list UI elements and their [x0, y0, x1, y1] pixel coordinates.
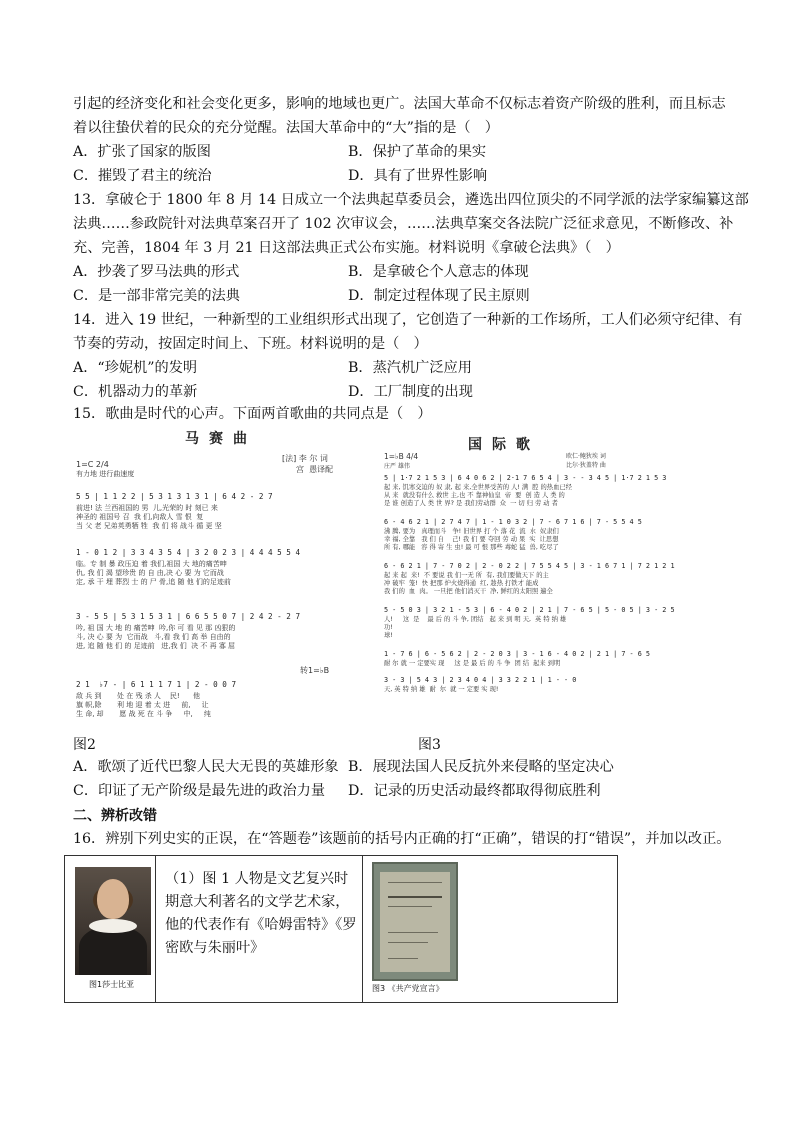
internationale-staff-5: 1 - 7 6 | 6 - 5 6 2 | 2 - 2 0 3 | 3 - 1 6 - 4 0 2 | 2 1 | 7 - 6 5 [384, 650, 650, 658]
q15-stem: 15．歌曲是时代的心声。下面两首歌曲的共同点是（ ） [73, 406, 432, 422]
marseillaise-title: 马赛曲 [185, 431, 257, 447]
internationale-composer: 比尔·狄盖特 曲 [566, 462, 606, 469]
q16-stem: 16．辨别下列史实的正误，在“答题卷”该题前的括号内正确的打“正确”，错误的打“错误”，并加以改正。 [73, 831, 731, 847]
marseillaise-tempo: 有力地 进行曲速度 [76, 470, 135, 478]
marseillaise-staff-2: 1 - 0 1 2 | 3 3 4 3 5 4 | 3 2 0 2 3 | 4 4 4 5 5 4 [76, 548, 301, 557]
marseillaise-lyrics-1: 前进! 法 兰西祖国的 男 儿,光荣的 时 刻已 来 神圣的 祖国号 召 我 们,向敌人 雪 恨 复 当 父 老 兄弟英勇牺 牲 我 们 将 战斗 循 更 坚 [76, 504, 222, 530]
section-heading: 二、辨析改错 [73, 808, 157, 824]
internationale-lyrics-2: 沸 腾, 要为 真理而斗 争! 旧世界 打 个 落 花 流 水 奴隶们 幸 福, 全靠 我 们 自 己! 我 们 要 夺回 劳 动 果 实 让思想 所 有, 哪能 容 得 寄 生 虫! 最 可 恨 那些 毒蛇 猛 兽, 吃尽了 [384, 528, 559, 551]
marseillaise-staff-4: 2 1 ♭7 - | 6 1 1 1 7 1 | 2 - 0 0 7 [76, 680, 237, 689]
q16-table [64, 855, 618, 1003]
internationale-title: 国际歌 [468, 437, 540, 453]
q12-option-b: B．保护了革命的果实 [348, 144, 487, 160]
q14-stem-line-1: 14．进入 19 世纪，一种新型的工业组织形式出现了，它创造了一种新的工作场所，工人们必须守纪律、有 [73, 312, 743, 328]
q13-stem-line-3: 充、完善，1804 年 3 月 21 日这部法典正式公布实施。材料说明《拿破仑法典》（ ） [73, 240, 620, 256]
portrait-cell [65, 856, 156, 1003]
marseillaise-lyrics-3: 吟, 祖 国 大 地 的 痛苦呻 吟,你 可 看 见 那 凶狠的 斗, 决 心 要 为 它而战 斗,看 我 们 高 举 自由的 进, 追 随 他 们 的 足迹前 进,我 们 决 不 再 寡 屈 [76, 624, 236, 650]
q13-option-a: A．抄袭了罗马法典的形式 [73, 264, 240, 280]
internationale-key: 1=♭B 4/4 [384, 452, 419, 461]
marseillaise-staff-1: 5 5 | 1 1 2 2 | 5 3 1 3 1 3 1 | 6 4 2 - 2 7 [76, 492, 273, 501]
q15-option-c: C．印证了无产阶级是最先进的政治力量 [73, 783, 326, 799]
q13-option-b: B．是拿破仑个人意志的体现 [348, 264, 529, 280]
passage-line-2: 着以往蛰伏着的民众的充分觉醒。法国大革命中的“大”指的是（ ） [73, 120, 499, 136]
q14-option-a: A．“珍妮机”的发明 [73, 360, 198, 376]
passage-line-1: 引起的经济变化和社会变化更多，影响的地域也更广。法国大革命不仅标志着资产阶级的胜利，而且标志 [73, 96, 726, 112]
figure-3-label: 图3 [418, 737, 441, 753]
q14-option-b: B．蒸汽机广泛应用 [348, 360, 472, 376]
internationale-lyrics-5: 耐 尔 就 一 定要实 现 这 是 最 后 的 斗 争 团 结 起来 到明 [384, 660, 561, 667]
internationale-lyrics-6: 天, 英 特 纳 雄 耐 尔 就 一 定要 实 现! [384, 686, 499, 693]
q14-stem-line-2: 节奏的劳动，按固定时间上、下班。材料说明的是（ ） [73, 336, 428, 352]
internationale-staff-2: 6 - 4 6 2 1 | 2 7 4 7 | 1 - 1 0 3 2 | 7 - 6 7 1 6 | 7 - 5 5 4 5 [384, 518, 642, 526]
manifesto-caption: 图3 《共产党宣言》 [372, 984, 444, 993]
internationale-lyrics-3: 起 来 起 来! 不 要说 我 们一无 所 有, 我们要做天下 的主 冲 破牢 笼! 快 把那 炉火烧得通 红, 趁热 打铁才 能成 我 们的 血 肉。 一旦把 他们消灭干 净, 鲜红的太阳照 遍全 [384, 572, 553, 595]
marseillaise-lyrics-2: 临。专 制 暴 政压迫 着 我们,祖国 大 地的痛苦呻 仇, 我 们 渴 望珍贵 的 自 由,决 心 要 为 它而战 定, 承 干 埋 葬烈 士 的 尸 骨,追 随 他 们的足迹前 [76, 560, 231, 586]
internationale-tempo: 庄严 雄伟 [384, 463, 410, 470]
q13-option-d: D．制定过程体现了民主原则 [348, 288, 530, 304]
marseillaise-key: 1=C 2/4 [76, 460, 109, 469]
q12-option-d: D．具有了世界性影响 [348, 168, 488, 184]
statement-text: （1）图 1 人物是文艺复兴时期意大利著名的文学艺术家，他的代表作有《哈姆雷特》《罗密欧与朱丽叶》 [165, 871, 357, 956]
q15-option-d: D．记录的历史活动最终都取得彻底胜利 [348, 783, 601, 799]
q13-stem-line-2: 法典……参政院针对法典草案召开了 102 次审议会，……法典草案交各法院广泛征求意见，不断修改、补 [73, 216, 734, 232]
internationale-lyrics-1: 起 来, 饥寒交迫的 奴 隶, 起 来,全世界受苦的 人! 满 腔 的热血已经 从 来 就没有什么 救世 主,也 不 靠神仙皇 帝 要 创 造 人 类 的 是 谁 创造了人 类 世 界? 是 我们劳动群 众 一 切 归 劳 动 者 [384, 484, 572, 507]
q12-option-c: C．摧毁了君主的统治 [73, 168, 212, 184]
shakespeare-portrait [75, 867, 151, 975]
q13-option-c: C．是一部非常完美的法典 [73, 288, 240, 304]
internationale-staff-3: 6 - 6 2 1 | 7 - 7 0 2 | 2 - 0 2 2 | 7 5 5 4 5 | 3 - 1 6 7 1 | 7 2 1 2 1 [384, 562, 675, 570]
internationale-staff-4: 5 - 5 0 3 | 3 2 1 - 5 3 | 6 - 4 0 2 | 2 1 | 7 - 6 5 | 5 - 0 5 | 3 - 2 5 [384, 606, 675, 614]
marseillaise-lyricist: [法] 李 尔 词 [282, 454, 328, 463]
internationale-lyricist: 欧仁·鲍狄埃 词 [566, 453, 606, 460]
statement-cell [156, 856, 363, 1003]
q15-option-a: A．歌颂了近代巴黎人民大无畏的英雄形象 [73, 759, 339, 775]
marseillaise-staff-3: 3 - 5 5 | 5 3 1 5 3 1 | 6 6 5 5 0 7 | 2 4 2 - 2 7 [76, 612, 301, 621]
manifesto-cell [363, 856, 618, 1003]
marseillaise-lyrics-4: 敌 兵 到 处 在 残 杀 人 民! 他 旗 帜,除 利 地 迎 着 太 进 前, 让 生 命, 却 愿 战 死 在 斗 争 中, 纯 [76, 692, 211, 718]
portrait-caption: 图1莎士比亚 [89, 980, 135, 989]
marseillaise-score [70, 428, 360, 728]
internationale-staff-6: 3 - 3 | 5 4 3 | 2 3 4 0 4 | 3 3 2 2 1 | 1 - - 0 [384, 676, 577, 684]
internationale-lyrics-4: 人! 这 是 最 后 的 斗 争, 团结 起 来 到 明 天, 英 特 纳 雄 功! 球! [384, 616, 567, 639]
q15-option-b: B．展现法国人民反抗外来侵略的坚定决心 [348, 759, 614, 775]
internationale-staff-1: 5 | 1·7 2 1 5 3 | 6 4 0 6 2 | 2·1 7 6 5 4 | 3 - - 3 4 5 | 1·7 2 1 5 3 [384, 474, 667, 482]
internationale-score [380, 428, 675, 728]
marseillaise-translator: 宫 愚译配 [296, 465, 334, 474]
figure-2-label: 图2 [73, 737, 96, 753]
manifesto-cover-image [372, 862, 458, 981]
q14-option-c: C．机器动力的革新 [73, 384, 198, 400]
q12-option-a: A．扩张了国家的版图 [73, 144, 211, 160]
marseillaise-key-change: 转1=♭B [300, 666, 330, 675]
q14-option-d: D．工厂制度的出现 [348, 384, 473, 400]
q13-stem-line-1: 13．拿破仑于 1800 年 8 月 14 日成立一个法典起草委员会，遴选出四位顶尖的不同学派的法学家编纂这部 [73, 192, 749, 208]
